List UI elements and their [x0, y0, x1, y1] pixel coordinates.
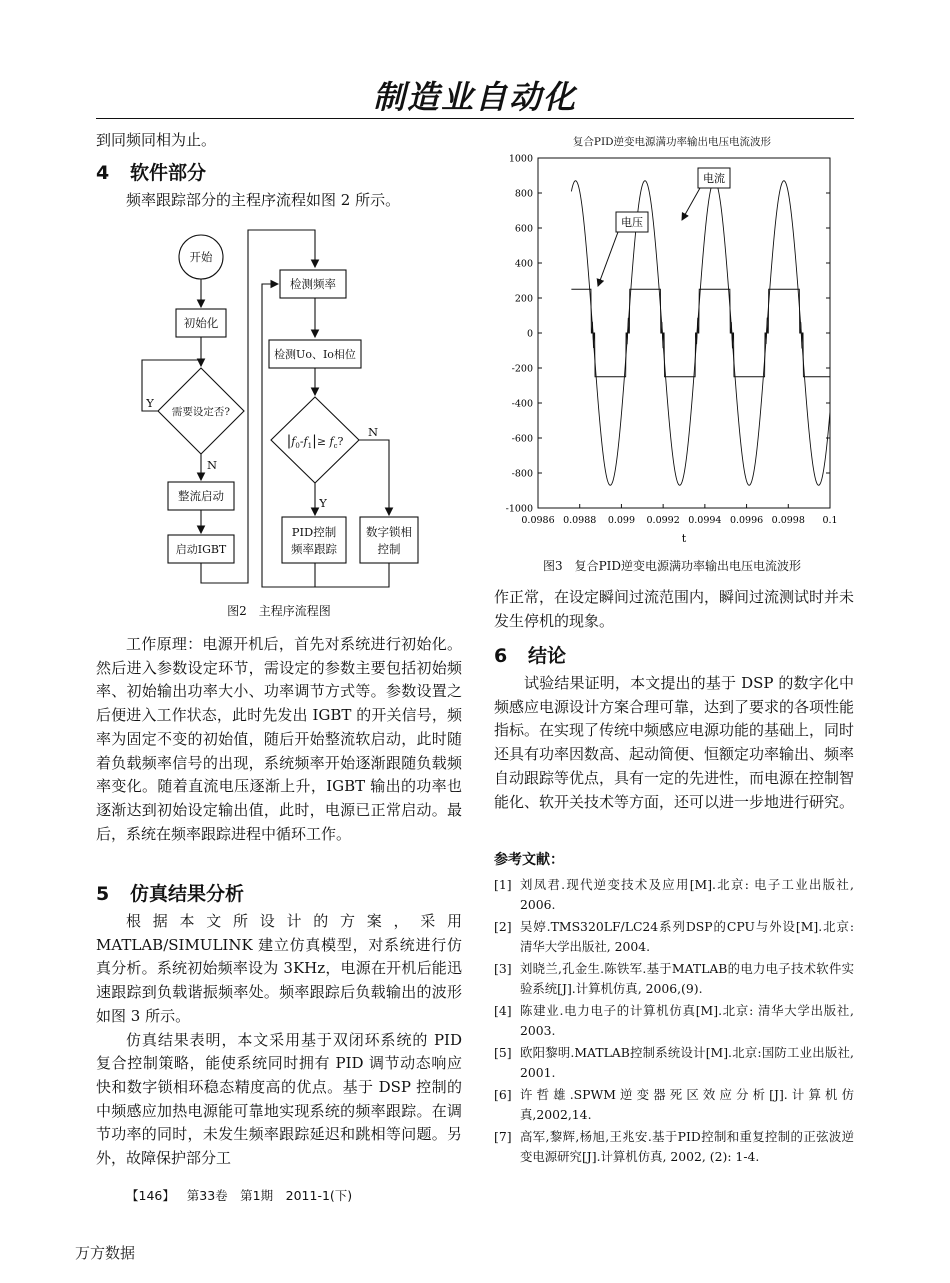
x-tick-label: 0.1 [822, 515, 838, 526]
reference-item [494, 917, 854, 956]
flow-need-set-label: 需要设定否? [171, 406, 231, 418]
reference-text: 刘晓兰,孔金生.陈铁军.基于MATLAB的电力电子技术软件实验系统[J].计算机仿真, 2006,(9). [520, 961, 854, 996]
annotation-label: 电流 [703, 172, 725, 185]
flow-n-left-label: N [206, 458, 218, 472]
x-tick-label: 0.0986 [521, 515, 555, 526]
y-tick-label: 200 [514, 293, 533, 305]
reference-item [494, 959, 854, 998]
reference-number: [4] [494, 1003, 512, 1018]
reference-text: 陈建业.电力电子的计算机仿真[M].北京: 清华大学出版社, 2003. [520, 1003, 854, 1038]
database-watermark: 万方数据 [75, 1244, 136, 1262]
flow-pll-box [360, 517, 418, 563]
reference-number: [3] [494, 961, 512, 976]
header-rule [96, 118, 854, 119]
section-5-title: 仿真结果分析 [130, 883, 245, 905]
section-5-body [96, 910, 462, 1171]
y-tick-label: -1000 [505, 503, 533, 515]
page-number: 【146】 [126, 1188, 175, 1203]
waveform-chart [490, 150, 854, 550]
reference-item [494, 875, 854, 914]
y-tick-label: 0 [526, 328, 533, 340]
flow-pid-label-1: PID控制 [291, 525, 337, 539]
section-5-number: 5 [96, 883, 110, 905]
references-title: 参考文献： [494, 852, 564, 868]
issue-info: 第33卷 第1期 2011-1(下) [186, 1188, 353, 1203]
main-flowchart [130, 225, 430, 595]
reference-text: 欧阳黎明.MATLAB控制系统设计[M].北京:国防工业出版社, 2001. [520, 1045, 854, 1080]
section-6-title: 结论 [528, 645, 567, 667]
section-6-heading [494, 641, 566, 668]
y-tick-label: 800 [514, 188, 533, 200]
y-tick-label: -200 [511, 363, 533, 375]
reference-item [494, 1043, 854, 1082]
x-tick-label: 0.0998 [771, 515, 805, 526]
chart-x-label: t [681, 532, 687, 545]
section-6-paragraph: 试验结果证明，本文提出的基于 DSP 的数字化中频感应电源设计方案合理可靠，达到了要求的各项性能指标。在实现了传统中频感应电源功能的基础上，同时还具有功率因数高、起动简便、恒额定功率输出、频率自动跟踪等优点，具有一定的先进性，而电源在控制智能化、软开关技术等方面，还可以进一步地进行研究。 [494, 674, 855, 811]
flow-init-label: 初始化 [183, 316, 219, 330]
flow-n-right-label: N [367, 425, 379, 439]
chart-series-current [571, 181, 830, 486]
annotation-arrow [682, 188, 700, 220]
x-tick-label: 0.0994 [688, 515, 722, 526]
figure-2-caption: 图2 主程序流程图 [227, 604, 331, 618]
flow-pid-label-2: 频率跟踪 [291, 542, 337, 556]
chart-plot-frame [538, 158, 830, 508]
section-5-heading [96, 879, 244, 906]
reference-item [494, 1127, 854, 1166]
flow-pll-label-1: 数字锁相 [366, 525, 412, 539]
reference-number: [1] [494, 877, 512, 892]
reference-number: [5] [494, 1045, 512, 1060]
x-tick-label: 0.099 [607, 515, 636, 526]
annotation-arrow [598, 232, 618, 286]
flow-pid-box [282, 517, 346, 563]
annotation-label: 电压 [621, 216, 643, 229]
x-tick-label: 0.0988 [563, 515, 597, 526]
x-tick-label: 0.0992 [646, 515, 680, 526]
x-tick-label: 0.0996 [729, 515, 764, 526]
reference-number: [6] [494, 1087, 512, 1102]
journal-masthead: 制造业自动化 [372, 78, 577, 116]
section-4-title: 软件部分 [130, 162, 207, 184]
flow-y-left-label: Y [146, 396, 154, 410]
section-5-paragraph-1: 根据本文所设计的方案，采用 MATLAB/SIMULINK 建立仿真模型，对系统进行仿真分析。系统初始频率设为 3KHz，电源在开机后能迅速跟踪到负载谐振频率处。频率跟踪后负载输出的波形如图 3 所示。 [96, 912, 462, 1025]
reference-item [494, 1001, 854, 1040]
flow-rectify-label: 整流启动 [178, 489, 224, 503]
y-tick-label: -600 [511, 433, 533, 445]
references-list [494, 875, 854, 1169]
flow-y-right-label: Y [319, 496, 327, 510]
section-5-paragraph-2: 仿真结果表明，本文采用基于双闭环系统的 PID 复合控制策略，能使系统同时拥有 PID 调节动态响应快和数字锁相环稳态精度高的优点。基于 DSP 控制的中频感应加热电源能可靠地实现系统的频率跟踪。在调节功率的同时，未发生频率跟踪延迟和跳相等问题。另外，故障保护部分工 [96, 1030, 462, 1168]
chart-series-voltage [571, 289, 830, 377]
y-tick-label: 600 [514, 223, 533, 235]
work-principle-paragraph: 工作原理：电源开机后，首先对系统进行初始化。然后进入参数设定环节，需设定的参数主要包括初始频率、初始输出功率大小、功率调节方式等。参数设置之后便进入工作状态，此时先发出 IGBT 的开关信号，频率为固定不变的初始值，随后开始整流软启动，此时随着负载频率信号的出现，系统频率开始逐渐跟随负载频率变化。随着直流电压逐渐上升，IGBT 输出的功率也逐渐达到初始设定输出值，此时，电源已正常启动。最后，系统在频率跟踪进程中循环工作。 [96, 635, 462, 843]
flow-detect-freq-label: 检测频率 [290, 277, 336, 291]
carry-over-line: 到同频同相为止。 [96, 131, 217, 149]
flow-threshold-label: $|f_0-f_1|\ge f_c$? [286, 433, 344, 450]
reference-text: 刘凤君.现代逆变技术及应用[M].北京: 电子工业出版社, 2006. [520, 877, 854, 912]
reference-text: 许哲雄.SPWM逆变器死区效应分析[J].计算机仿真,2002,14. [520, 1087, 854, 1122]
flow-igbt-label: 启动IGBT [175, 543, 227, 556]
y-tick-label: -800 [511, 468, 533, 480]
flow-start-label: 开始 [189, 250, 213, 264]
flow-detect-phase-label: 检测Uo、Io相位 [274, 348, 356, 361]
reference-text: 吴婷.TMS320LF/LC24系列DSP的CPU与外设[M].北京: 清华大学出版社, 2004. [520, 919, 854, 954]
section-4-paragraph: 频率跟踪部分的主程序流程如图 2 所示。 [126, 191, 401, 209]
y-tick-label: 400 [514, 258, 533, 270]
reference-item [494, 1085, 854, 1124]
continued-paragraph: 作正常，在设定瞬间过流范围内，瞬间过流测试时并未发生停机的现象。 [494, 588, 855, 630]
reference-number: [2] [494, 919, 512, 934]
reference-text: 高军,黎辉,杨旭,王兆安.基于PID控制和重复控制的正弦波逆变电源研究[J].计算机仿真, 2002, (2): 1-4. [520, 1129, 854, 1164]
reference-number: [7] [494, 1129, 512, 1144]
y-tick-label: -400 [511, 398, 533, 410]
section-4-number: 4 [96, 162, 110, 184]
flow-pll-label-2: 控制 [377, 542, 401, 556]
y-tick-label: 1000 [508, 153, 533, 165]
figure-3-caption: 图3 复合PID逆变电源满功率输出电压电流波形 [542, 559, 802, 573]
chart-title: 复合PID逆变电源满功率输出电压电流波形 [572, 136, 772, 148]
page-footer [126, 1186, 352, 1204]
section-4-heading [96, 158, 206, 185]
section-6-number: 6 [494, 645, 508, 667]
